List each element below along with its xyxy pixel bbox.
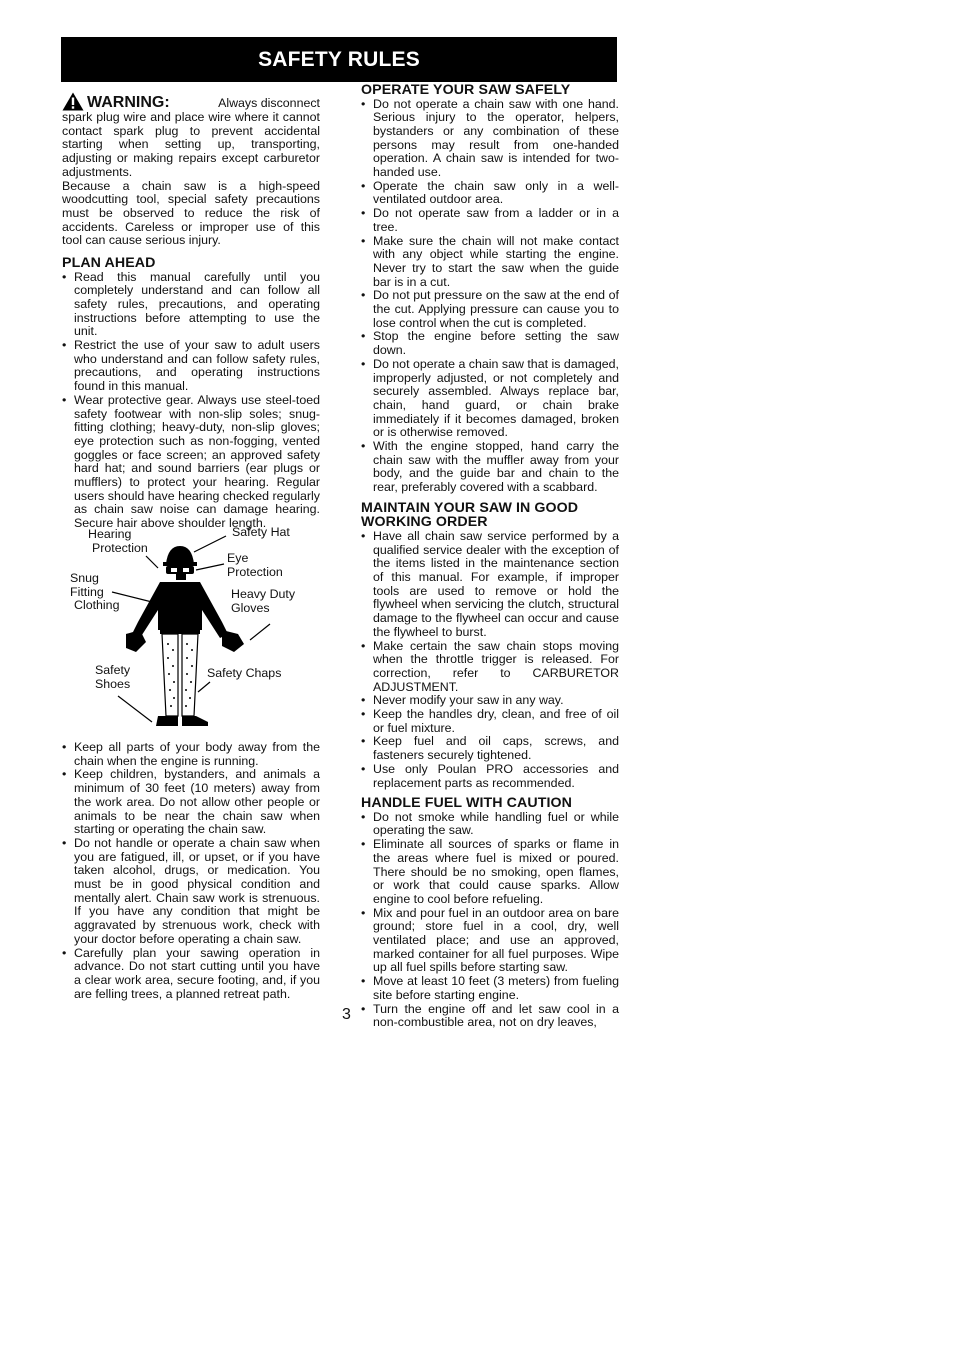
- intro-paragraph: Because a chain saw is a high-speed woodcutting tool, special safety precautions must be observed to reduce the risk of accidents. Careless or improper use of this tool can cause serious injury.: [62, 178, 320, 248]
- operate-heading: OPERATE YOUR SAW SAFELY: [361, 82, 571, 98]
- list-item: • Move at least 10 feet (3 meters) from fueling site before starting engine.: [361, 975, 619, 1002]
- list-item: • Make sure the chain will not make contact with any object while starting the engine. Never try to start the saw when the guide bar is in a cut.: [361, 235, 619, 290]
- page-title: SAFETY RULES: [258, 47, 420, 71]
- warning-label: WARNING:: [87, 94, 170, 111]
- fuel-list: [361, 811, 619, 1030]
- label-hearing-protection: Hearing Protection: [88, 527, 148, 555]
- list-item: • Keep all parts of your body away from the chain when the engine is running.: [62, 741, 320, 768]
- label-eye-protection: Eye Protection: [227, 551, 283, 579]
- list-item: • Do not operate saw from a ladder or in a tree.: [361, 207, 619, 234]
- list-item: • Keep the handles dry, clean, and free of oil or fuel mixture.: [361, 708, 619, 735]
- maintain-list: [361, 530, 619, 790]
- list-item: • Have all chain saw service performed by a qualified service dealer with the exception of the items listed in the maintenance section of this manual. For example, if improper tools are used to remove or hold the flywheel when servicing the clutch, structural damage to the flywheel can occur and cause the flywheel to burst.: [361, 530, 619, 640]
- fuel-heading: HANDLE FUEL WITH CAUTION: [361, 795, 572, 812]
- label-safety-chaps: Safety Chaps: [207, 666, 282, 680]
- list-item: • Read this manual carefully until you completely understand and can follow all safety rules, precautions, and operating instructions before attempting to use the unit.: [62, 271, 320, 340]
- list-item: • Wear protective gear. Always use steel-toed safety footwear with non-slip soles; snug-fitting clothing; heavy-duty, non-slip gloves; eye protection such as non-fogging, vented goggles or face screen; an approved safety hard hat; and sound barriers (ear plugs or mufflers) to protect your hearing. Regular users should have hearing checked regularly as chain saw noise can damage hearing. Secure hair above shoulder length.: [62, 394, 320, 531]
- label-safety-shoes: Safety Shoes: [95, 663, 131, 691]
- page-header: [61, 37, 617, 82]
- list-item: • Do not operate a chain saw that is damaged, improperly adjusted, or not completely and securely assembled. Always replace bar, chain, hand guard, or chain brake immediately if it becomes damaged, broken or is otherwise removed.: [361, 358, 619, 440]
- left-column-bottom: [62, 741, 320, 1001]
- plan-ahead-heading: PLAN AHEAD: [62, 255, 156, 272]
- list-item: • Do not smoke while handling fuel or while operating the saw.: [361, 811, 619, 838]
- warning-first-words: Always disconnect: [218, 96, 320, 111]
- protective-gear-figure: [62, 522, 320, 732]
- warning-triangle-icon: [62, 92, 84, 111]
- list-item: • Stop the engine before setting the saw down.: [361, 330, 619, 357]
- warning-text: spark plug wire and place wire where it cannot contact spark plug to prevent accidental starting when setting up, transporting, adjusting or making repairs except carburetor adjustments.: [62, 110, 320, 179]
- list-item: • Do not handle or operate a chain saw when you are fatigued, ill, or upset, or if you have taken alcohol, drugs, or medication. You must be in good physical condition and mentally alert. Chain saw work is strenuous. If you have any condition that might be aggravated by strenuous work, check with your doctor before operating a chain saw.: [62, 837, 320, 947]
- maintain-heading: MAINTAIN YOUR SAW IN GOOD WORKING ORDER: [361, 499, 579, 531]
- list-item: • Make certain the saw chain stops moving when the throttle trigger is released. For correction, refer to CARBURETOR ADJUSTMENT.: [361, 640, 619, 695]
- list-item: • Do not operate a chain saw with one hand. Serious injury to the operator, helpers, bystanders or any combination of these persons may result from one-handed operation. A chain saw is intended for two-handed use.: [361, 98, 619, 180]
- label-heavy-duty-gloves: Heavy Duty Gloves: [231, 587, 296, 615]
- right-column: [361, 83, 619, 1030]
- plan-ahead-list-continued: [62, 741, 320, 1001]
- page-number: 3: [342, 1006, 351, 1023]
- list-item: • Operate the chain saw only in a well-ventilated outdoor area.: [361, 180, 619, 207]
- list-item: • With the engine stopped, hand carry the chain saw with the muffler away from your body, and the guide bar and chain to the rear, preferably covered with a scabbard.: [361, 440, 619, 495]
- list-item: • Carefully plan your sawing operation in advance. Do not start cutting until you have a clear work area, secure footing, and, if you are felling trees, a planned retreat path.: [62, 947, 320, 1002]
- list-item: • Use only Poulan PRO accessories and replacement parts as recommended.: [361, 763, 619, 790]
- list-item: • Do not put pressure on the saw at the end of the cut. Applying pressure can cause you to lose control when the cut is completed.: [361, 289, 619, 330]
- list-item: • Never modify your saw in any way.: [361, 694, 619, 708]
- left-column: [62, 92, 320, 531]
- warning-line: [62, 92, 320, 111]
- operate-list: [361, 98, 619, 495]
- label-snug-fitting-clothing: Snug Fitting Clothing: [70, 571, 120, 612]
- list-item: • Restrict the use of your saw to adult users who understand and can follow safety rules, precautions, and operating instructions found in this manual.: [62, 339, 320, 394]
- list-item: • Keep children, bystanders, and animals a minimum of 30 feet (10 meters) away from the work area. Do not allow other people or animals to be near the chain saw when starting or operating the chain saw.: [62, 768, 320, 837]
- list-item: • Eliminate all sources of sparks or flame in the areas where fuel is mixed or poured. There should be no smoking, open flames, or work that could cause sparks. Allow engine to cool before refueling.: [361, 838, 619, 907]
- list-item: • Keep fuel and oil caps, screws, and fasteners securely tightened.: [361, 735, 619, 762]
- list-item: • Mix and pour fuel in an outdoor area on bare ground; store fuel in a cool, dry, well ventilated place; and use an approved, marked container for all fuel purposes. Wipe up all fuel spills before starting saw.: [361, 907, 619, 976]
- plan-ahead-list: [62, 271, 320, 531]
- label-safety-hat: Safety Hat: [232, 525, 290, 539]
- list-item: • Turn the engine off and let saw cool in a non-combustible area, not on dry leaves,: [361, 1003, 619, 1030]
